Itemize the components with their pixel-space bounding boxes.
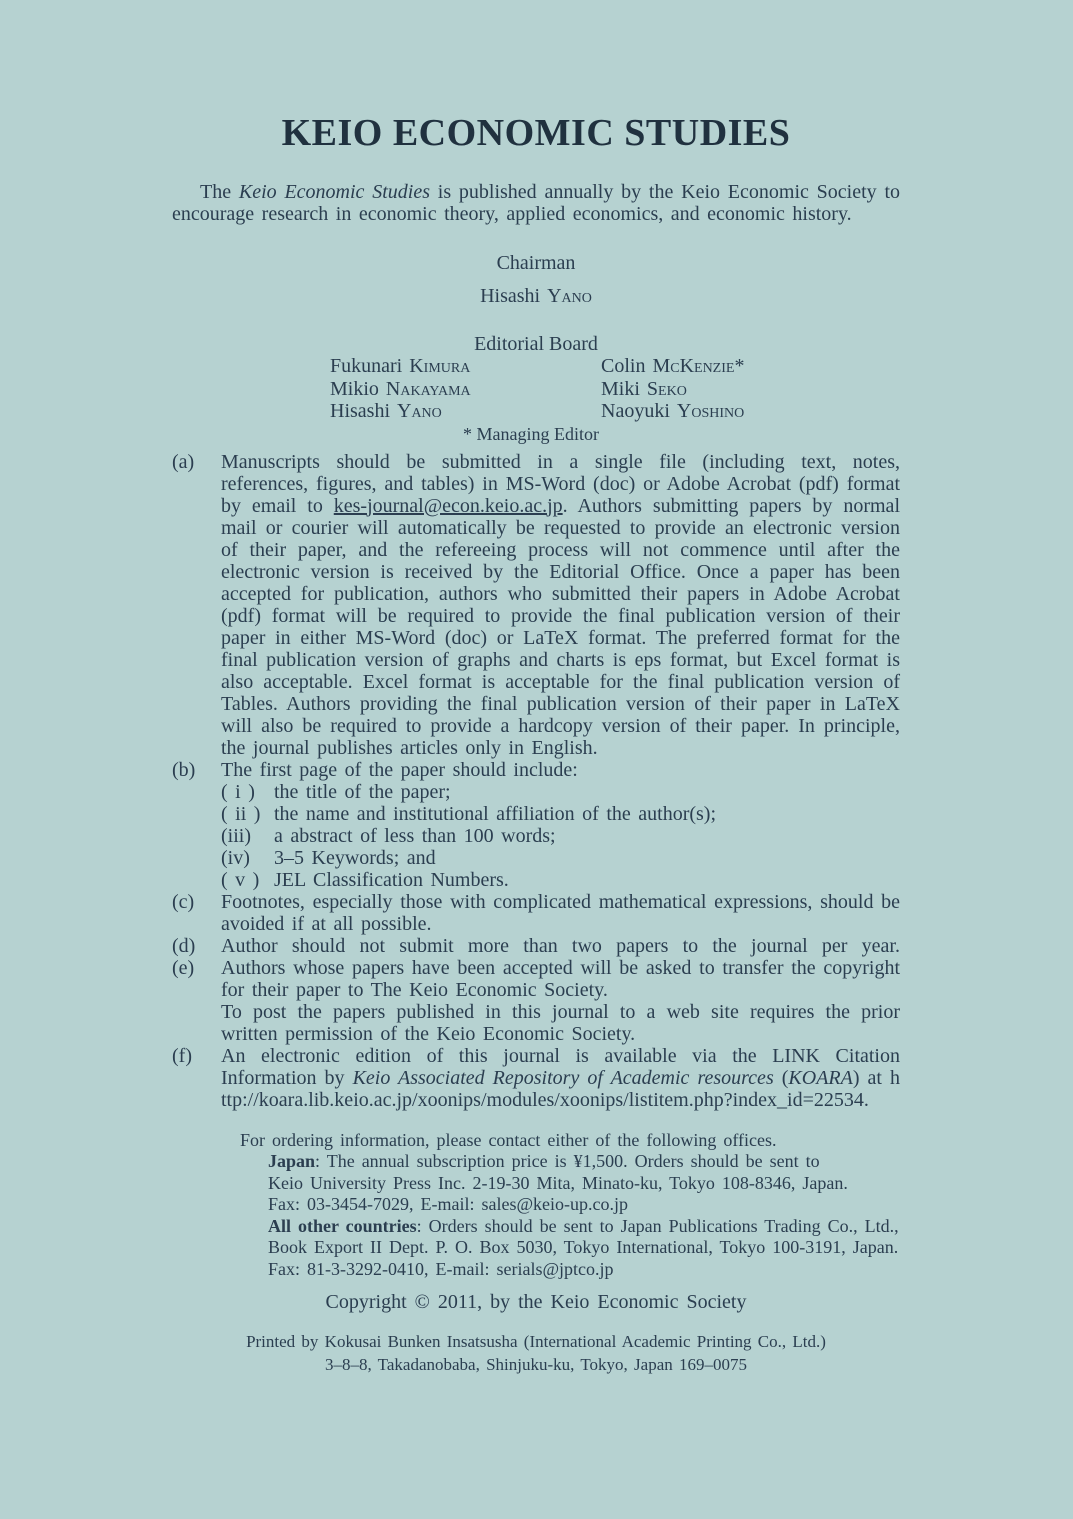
- japan-line-1-rest: : The annual subscription price is ¥1,500. Orders should be sent to: [315, 1151, 820, 1171]
- member-given: Miki: [601, 377, 640, 400]
- editorial-board-heading: Editorial Board: [474, 333, 598, 355]
- member-surname: Yoshino: [676, 400, 745, 422]
- rule-f-text-mid: ) at: [852, 1066, 890, 1089]
- rule-a-text-rest: . Authors submitting papers by normal mail or courier will automatically be requested to provide an electronic version of their paper, and the refereeing process will not commence until after the electronic version is received by the Editorial Office. Once a paper has been accepted for publication, authors who submitted their papers in Adobe Acrobat (pdf) format will be required to provide the final publication version of their paper in either MS-Word (doc) or LaTeX format. The preferred format for the final publication version of graphs and charts is eps format, but Excel format is also acceptable. Excel format is acceptable for the final publication version of Tables. Authors providing the final publication version of their paper in LaTeX will also be required to provide a hardcopy version of their paper. In principle, the journal publishes articles only in English.: [221, 494, 900, 759]
- board-member: [330, 400, 601, 423]
- subitem-label: ( ii ): [221, 802, 261, 825]
- intro-text-rest: is published annually by the Keio Economic Society to encourage research in economic theory, applied economics, and economic history.: [172, 181, 900, 225]
- page-title: KEIO ECONOMIC STUDIES: [281, 112, 791, 154]
- rule-e-paragraph-2: To post the papers published in this journal to a web site requires the prior written permission of the Keio Economic Society.: [221, 1000, 900, 1045]
- rule-label: (f): [172, 1044, 192, 1067]
- submission-rules-list: [172, 451, 900, 1111]
- koara-full-name-italic: Keio Associated Repository of Academic resources: [352, 1066, 774, 1089]
- submission-email-link[interactable]: kes-journal@econ.keio.ac.jp: [333, 494, 563, 517]
- ordering-japan-line-3: Fax: 03-3454-7029, E-mail: sales@keio-up.co.jp: [268, 1194, 629, 1214]
- rule-label: (e): [172, 956, 195, 979]
- journal-info-page: [172, 0, 900, 1376]
- koara-url[interactable]: http://koara.lib.keio.ac.jp/xoonips/modules/xoonips/listitem.php?index_id=22534.: [221, 1066, 900, 1111]
- member-suffix: *: [734, 355, 745, 377]
- ordering-other-line-2: Book Export II Dept. P. O. Box 5030, Tokyo International, Tokyo 100-3191, Japan.: [268, 1237, 899, 1257]
- rule-e-paragraph-1: Authors whose papers have been accepted will be asked to transfer the copyright for their paper to The Keio Economic Society.: [221, 956, 900, 1001]
- ordering-intro-line: For ordering information, please contact either of the following offices.: [240, 1129, 777, 1150]
- chairman-name: [172, 285, 900, 307]
- rule-text: Author should not submit more than two papers to the journal per year.: [221, 934, 900, 957]
- printer-line-1: Printed by Kokusai Bunken Insatsusha (International Academic Printing Co., Ltd.): [246, 1332, 826, 1351]
- ordering-other-line-3: Fax: 81-3-3292-0410, E-mail: serials@jptco.jp: [268, 1258, 614, 1279]
- rule-item-e: [172, 957, 900, 1045]
- managing-editor-note: * Managing Editor: [463, 423, 599, 444]
- koara-acronym-italic: KOARA: [788, 1066, 853, 1089]
- rule-label: (d): [172, 934, 196, 957]
- first-page-subitem: [221, 803, 900, 825]
- member-given: Hisashi: [330, 400, 390, 422]
- member-given: Fukunari: [330, 355, 403, 377]
- editorial-board: [172, 355, 900, 423]
- subitem-text: the name and institutional affiliation of the author(s);: [274, 802, 717, 825]
- ordering-information-section: [240, 1130, 900, 1281]
- rule-a-text-start: Manuscripts should be submitted in a single file (including text, notes, references, figures, and tables) in MS-Word (doc) or Adobe Acrobat (pdf) format by email to: [221, 450, 900, 517]
- ordering-japan-line-2: Keio University Press Inc. 2-19-30 Mita, Minato-ku, Tokyo 108-8346, Japan.: [268, 1172, 848, 1193]
- chairman-heading: Chairman: [496, 252, 576, 274]
- editorial-board-right-column: [601, 355, 900, 423]
- rule-text: [221, 451, 900, 759]
- ordering-other-line-1: [240, 1216, 900, 1238]
- first-page-subitem: [221, 869, 900, 891]
- member-surname: Kimura: [409, 355, 471, 377]
- rule-item-a: [172, 451, 900, 759]
- chairman-surname: Yano: [547, 285, 592, 307]
- subitem-text: 3–5 Keywords; and: [274, 846, 436, 869]
- intro-text-start: The: [200, 181, 239, 203]
- journal-name-italic: Keio Economic Studies: [238, 181, 430, 203]
- rule-item-f: [172, 1045, 900, 1111]
- board-member: [601, 378, 900, 401]
- member-given: Colin: [601, 355, 646, 377]
- editorial-board-left-column: [330, 355, 601, 423]
- japan-label: Japan: [268, 1151, 316, 1171]
- member-surname: McKenzie: [652, 355, 735, 377]
- first-page-subitem: [221, 781, 900, 803]
- member-surname: Seko: [646, 377, 687, 400]
- rule-text: [221, 957, 900, 1045]
- other-countries-label: All other countries: [268, 1215, 417, 1236]
- rule-item-d: [172, 935, 900, 957]
- ordering-japan-line-1: [240, 1151, 900, 1173]
- rule-label: (b): [172, 758, 196, 781]
- rule-item-c: [172, 891, 900, 935]
- rule-b-lead: The first page of the paper should include:: [221, 758, 578, 781]
- board-member: [330, 355, 601, 378]
- rule-label: (c): [172, 890, 195, 913]
- board-member: [601, 400, 900, 423]
- intro-paragraph: [172, 181, 900, 225]
- member-surname: Nakayama: [385, 377, 471, 400]
- copyright-line: Copyright © 2011, by the Keio Economic Society: [325, 1291, 747, 1313]
- subitem-text: a abstract of less than 100 words;: [274, 824, 556, 847]
- rule-text: Footnotes, especially those with complicated mathematical expressions, should be avoided if at all possible.: [221, 890, 900, 935]
- rule-label: (a): [172, 450, 195, 473]
- other-line-1-rest: : Orders should be sent to Japan Publications Trading Co., Ltd.,: [416, 1215, 899, 1236]
- member-surname: Yano: [397, 400, 442, 422]
- first-page-subitem: [221, 825, 900, 847]
- rule-item-b: [172, 759, 900, 891]
- printer-line-2: 3–8–8, Takadanobaba, Shinjuku-ku, Tokyo, Japan 169–0075: [324, 1354, 748, 1374]
- rule-text: [221, 1045, 900, 1111]
- chairman-given-name: Hisashi: [480, 285, 541, 307]
- rule-f-text-start: An electronic edition of this journal is available via the LINK Citation Information by: [221, 1044, 900, 1089]
- subitem-label: ( v ): [221, 868, 260, 891]
- subitem-label: ( i ): [221, 780, 255, 803]
- rule-text: [221, 759, 900, 891]
- member-given: Naoyuki: [601, 400, 670, 422]
- subitem-label: (iv): [221, 846, 250, 869]
- printer-info: [172, 1331, 900, 1376]
- board-member: [330, 378, 601, 401]
- board-member: [601, 355, 900, 378]
- subitem-text: JEL Classification Numbers.: [274, 868, 509, 891]
- subitem-text: the title of the paper;: [274, 780, 451, 803]
- rule-f-paren-open: (: [773, 1066, 789, 1089]
- first-page-subitem: [221, 847, 900, 869]
- member-given: Mikio: [330, 377, 379, 400]
- subitem-label: (iii): [221, 824, 251, 847]
